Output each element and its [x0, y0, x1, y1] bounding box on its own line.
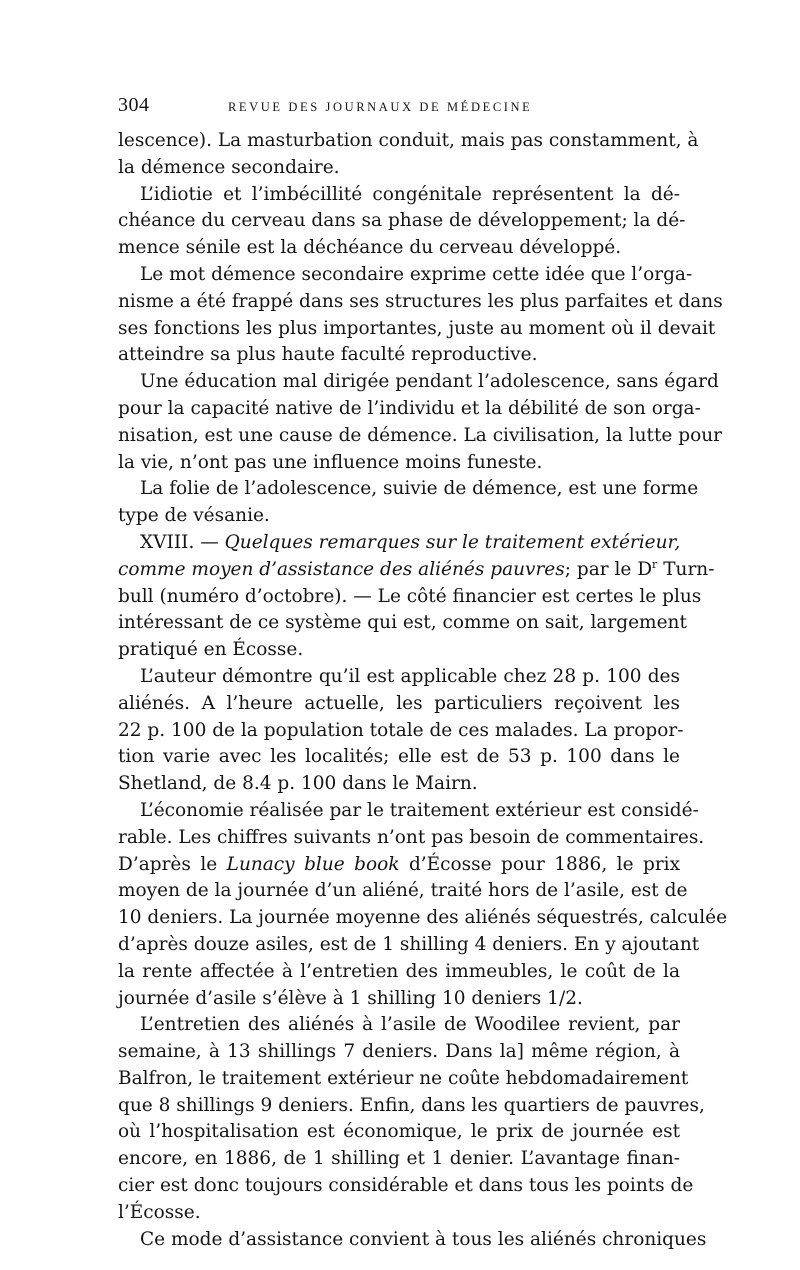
- text-line: L’économie réalisée par le traitement extérieur est considé-: [140, 799, 699, 821]
- text-line: L’idiotie et l’imbécillité congénitale représentent la dé-: [140, 183, 680, 205]
- text-line: D’après le Lunacy blue book d’Écosse pour 1886, le prix: [118, 853, 681, 875]
- text-line: Le mot démence secondaire exprime cette idée que l’orga-: [140, 263, 693, 285]
- text-line-section-xviii: [118, 530, 680, 557]
- text-line: tion varie avec les localités; elle est de 53 p. 100 dans le: [118, 746, 680, 768]
- text-line: ses fonctions les plus importantes, juste au moment où il devait: [118, 317, 716, 339]
- text-line: 10 deniers. La journée moyenne des aliénés séquestrés, calculée: [118, 907, 728, 929]
- document-page: [118, 94, 728, 1253]
- text-line: moyen de la journée d’un aliéné, traité hors de l’asile, est de: [118, 880, 688, 902]
- text-line: type de vésanie.: [118, 505, 270, 527]
- text-line: chéance du cerveau dans sa phase de développement; la dé-: [118, 210, 686, 232]
- text-line: L’auteur démontre qu’il est applicable chez 28 p. 100 des: [140, 665, 680, 687]
- text-line: La folie de l’adolescence, suivie de démence, est une forme: [140, 478, 699, 500]
- text-line: Shetland, de 8.4 p. 100 dans le Mairn.: [118, 773, 478, 795]
- text-line: où l’hospitalisation est économique, le prix de journée est: [118, 1121, 680, 1143]
- text-line: semaine, à 13 shillings 7 deniers. Dans la] même région, à: [118, 1041, 680, 1063]
- text-line: nisme a été frappé dans ses structures les plus parfaites et dans: [118, 290, 723, 312]
- text-line: la démence secondaire.: [118, 156, 340, 178]
- running-head: [118, 94, 680, 126]
- article-title: Quelques remarques sur le traitement extérieur,: [224, 531, 681, 553]
- text-line: pratiqué en Écosse.: [118, 639, 304, 661]
- text-line: que 8 shillings 9 deniers. Enfin, dans les quartiers de pauvres,: [118, 1094, 705, 1116]
- page-number: 304: [118, 94, 150, 116]
- superscript-r: r: [652, 557, 658, 571]
- text-line: lescence). La masturbation conduit, mais pas constamment, à: [118, 130, 699, 151]
- text-line: mence sénile est la déchéance du cerveau développé.: [118, 237, 622, 259]
- text-line: bull (numéro d’octobre). — Le côté financier est certes le plus: [118, 585, 702, 607]
- text-line: l’Écosse.: [118, 1201, 201, 1223]
- body-text: [118, 128, 728, 1253]
- text-line: Ce mode d’assistance convient à tous les aliénés chroniques: [140, 1228, 707, 1250]
- text-line: Balfron, le traitement extérieur ne coûte hebdomadairement: [118, 1067, 689, 1089]
- text-line: pour la capacité native de l’individu et la débilité de son orga-: [118, 397, 701, 419]
- text-line: comme moyen d’assistance des aliénés pauvres; par le $D^r$ Turn-: [118, 557, 715, 580]
- text-line: cier est donc toujours considérable et dans tous les points de: [118, 1175, 694, 1197]
- journal-title: REVUE DES JOURNAUX DE MÉDECINE: [228, 100, 533, 114]
- text-line: journée d’asile s’élève à 1 shilling 10 deniers 1/2.: [118, 987, 583, 1009]
- text-line: intéressant de ce système qui est, comme on sait, largement: [118, 612, 687, 634]
- text-line: encore, en 1886, de 1 shilling et 1 denier. L’avantage finan-: [118, 1148, 680, 1170]
- text-line: d’après douze asiles, est de 1 shilling 4 deniers. En y ajoutant: [118, 933, 700, 955]
- text-line: Une éducation mal dirigée pendant l’adolescence, sans égard: [140, 371, 719, 393]
- text-line: nisation, est une cause de démence. La civilisation, la lutte pour: [118, 424, 722, 446]
- text-line: la rente affectée à l’entretien des immeubles, le coût de la: [118, 960, 680, 982]
- article-title-continued: comme moyen d’assistance des aliénés pauvres: [118, 558, 565, 580]
- text-line: la vie, n’ont pas une influence moins funeste.: [118, 451, 543, 473]
- text-line: 22 p. 100 de la population totale de ces malades. La propor-: [118, 719, 684, 741]
- book-title: Lunacy blue book: [226, 853, 400, 875]
- text-line: rable. Les chiffres suivants n’ont pas besoin de commentaires.: [118, 826, 705, 848]
- text-line: atteindre sa plus haute faculté reproductive.: [118, 344, 538, 366]
- text-line: L’entretien des aliénés à l’asile de Woodilee revient, par: [140, 1014, 680, 1036]
- section-number: XVIII. —: [140, 531, 225, 553]
- text-line: aliénés. A l’heure actuelle, les particuliers reçoivent les: [118, 692, 680, 714]
